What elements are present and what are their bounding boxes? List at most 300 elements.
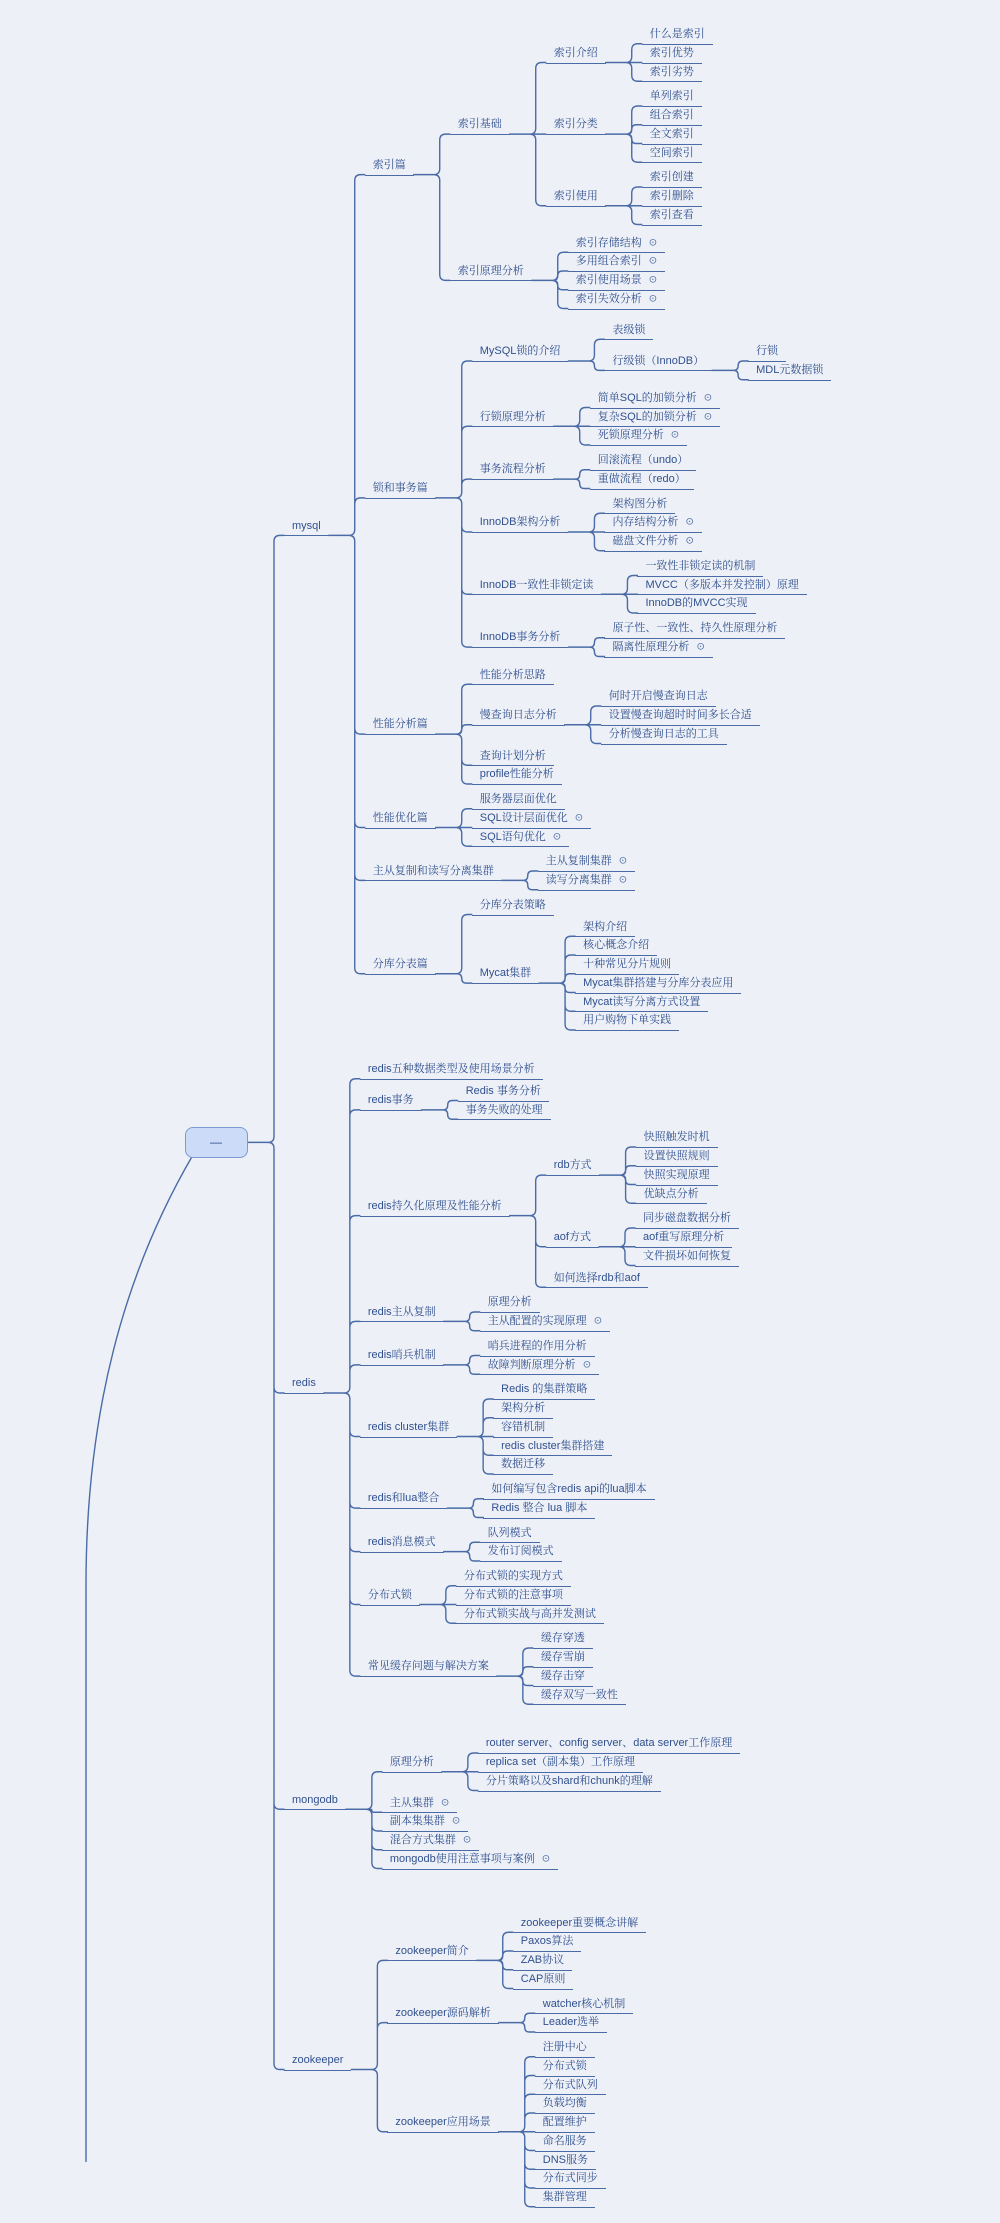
node-text: aof方式 <box>553 1231 591 1243</box>
node-text: 分布式锁的实现方式 <box>463 1570 563 1582</box>
circle-dot-icon: ⊙ <box>648 237 658 248</box>
node-text: redis cluster集群搭建 <box>501 1439 605 1452</box>
mindmap-node[interactable] <box>382 1833 479 1851</box>
mindmap-node[interactable] <box>493 1457 553 1475</box>
node-text: 快照实现原理 <box>643 1168 710 1181</box>
node-text: 发布订阅模式 <box>487 1545 554 1558</box>
circle-dot-icon: ⊙ <box>593 1315 603 1327</box>
branch-redis[interactable] <box>284 1376 324 1394</box>
node-text: 架构图分析 <box>612 497 668 510</box>
circle-dot-icon: ⊙ <box>574 812 584 824</box>
mindmap-node[interactable] <box>360 1093 422 1111</box>
circle-dot-icon: ⊙ <box>648 293 658 305</box>
mindmap-node[interactable] <box>472 410 554 428</box>
mindmap-node[interactable] <box>480 1339 595 1357</box>
mindmap-node[interactable] <box>533 1688 626 1706</box>
children-group <box>450 21 713 313</box>
node-text: 分布式锁实战与高并发测试 <box>463 1607 596 1620</box>
mindmap-node[interactable] <box>535 1997 634 2015</box>
mindmap-node[interactable] <box>575 957 679 975</box>
node-text: redis哨兵机制 <box>367 1349 436 1362</box>
node-text: redis事务 <box>367 1094 414 1107</box>
mindmap-node[interactable] <box>642 46 702 64</box>
mindmap-node[interactable] <box>535 2078 606 2096</box>
mindmap-node[interactable] <box>601 727 727 745</box>
mindmap-node[interactable] <box>365 864 502 882</box>
mindmap-node[interactable] <box>637 578 806 596</box>
children-group <box>456 1569 604 1624</box>
node-text: 索引存储结构 <box>575 236 642 249</box>
node-text: 用户购物下单实践 <box>583 1014 672 1027</box>
node-text: profile性能分析 <box>479 768 554 781</box>
node-text: 索引失效分析 <box>575 292 642 305</box>
node-text: 性能分析篇 <box>372 718 428 731</box>
mindmap-node[interactable] <box>458 1103 551 1121</box>
mindmap-node[interactable] <box>604 621 785 639</box>
node-text: 负载均衡 <box>542 2097 587 2110</box>
mindmap-node[interactable] <box>387 2115 498 2133</box>
mindmap-node[interactable] <box>535 2153 596 2171</box>
children-group <box>590 391 720 446</box>
circle-dot-icon: ⊙ <box>670 429 680 441</box>
node-text: 配置维护 <box>542 2116 587 2128</box>
mindmap-node[interactable] <box>568 273 665 291</box>
node-text: 分布式同步 <box>542 2172 598 2185</box>
children-group <box>535 2040 606 2208</box>
node-text: Mycat读写分离方式设置 <box>583 995 701 1008</box>
node-text: 分布式锁 <box>367 1588 412 1601</box>
node-text: 集群管理 <box>542 2191 587 2203</box>
node-text: 索引介绍 <box>553 46 598 59</box>
mindmap-node[interactable] <box>575 920 635 938</box>
mindmap-node[interactable] <box>604 640 712 658</box>
node-text: 分布式队列 <box>542 2078 598 2091</box>
node-text: 原理分析 <box>487 1296 532 1309</box>
node-text: 多用组合索引 <box>575 255 642 268</box>
mindmap-node[interactable] <box>637 596 755 614</box>
children-group <box>642 170 702 225</box>
mindmap-node[interactable] <box>472 898 554 916</box>
mindmap-node[interactable] <box>635 1249 739 1267</box>
branch-mysql[interactable] <box>284 519 329 537</box>
node-text: 索引使用 <box>553 190 598 202</box>
mindmap-node[interactable] <box>387 2006 498 2024</box>
mindmap-node[interactable] <box>360 1348 444 1366</box>
node-text: 主从复制集群 <box>545 855 612 868</box>
node-text: 索引使用场景 <box>575 274 642 286</box>
mindmap-node[interactable] <box>382 1796 457 1814</box>
children-group <box>472 668 760 786</box>
children-group <box>483 1482 654 1519</box>
mindmap-node[interactable] <box>513 1934 582 1952</box>
mindmap-node[interactable] <box>642 170 702 188</box>
node-text: 表级锁 <box>612 323 646 336</box>
node-text: 索引查看 <box>649 208 694 221</box>
node-text: MDL元数据锁 <box>756 364 824 376</box>
mindmap-node[interactable] <box>538 854 635 872</box>
node-text: 索引优势 <box>649 46 694 59</box>
node-text: 命名服务 <box>542 2134 587 2147</box>
children-group <box>382 1733 740 1869</box>
children-group <box>387 1913 646 2211</box>
mindmap-node[interactable] <box>478 1774 661 1792</box>
mindmap-node[interactable] <box>535 2059 595 2077</box>
node-text: replica set（副本集）工作原理 <box>485 1756 636 1768</box>
children-group <box>478 1736 740 1791</box>
children-group <box>590 453 696 490</box>
children-group <box>642 89 702 163</box>
mindmap-node[interactable] <box>642 108 702 126</box>
node-text: zookeeper简介 <box>395 1944 469 1957</box>
mindmap-node[interactable] <box>360 1420 457 1438</box>
mindmap-node[interactable] <box>535 2015 607 2033</box>
mindmap-node[interactable] <box>493 1382 595 1400</box>
node-text: CAP原则 <box>520 1972 566 1985</box>
node-text: 隔离性原理分析 <box>612 640 690 653</box>
mindmap-node[interactable] <box>601 689 716 707</box>
node-text: 重做流程（redo） <box>597 472 686 485</box>
mindmap-node[interactable] <box>472 830 569 848</box>
circle-dot-icon: ⊙ <box>685 516 694 528</box>
mindmap-node[interactable] <box>493 1420 553 1438</box>
node-text: 数据迁移 <box>501 1458 546 1471</box>
mindmap-node[interactable] <box>493 1401 553 1419</box>
mindmap-node[interactable] <box>546 189 606 207</box>
mindmap-node[interactable] <box>538 873 635 891</box>
node-text: 故障判断原理分析 <box>487 1358 576 1371</box>
children-group <box>546 1127 739 1288</box>
children-group <box>472 792 591 847</box>
mindmap-node[interactable] <box>604 323 653 341</box>
children-group <box>472 320 832 661</box>
mindmap-node[interactable] <box>513 1972 574 1990</box>
mindmap-node[interactable] <box>365 481 436 499</box>
mindmap-node[interactable] <box>546 1158 600 1176</box>
mindmap-node[interactable] <box>365 811 436 829</box>
node-text: 组合索引 <box>649 109 694 121</box>
children-group <box>533 1631 626 1705</box>
mindmap-node[interactable] <box>493 1439 612 1457</box>
mindmap-node[interactable] <box>568 236 665 254</box>
mindmap-node[interactable] <box>472 668 554 686</box>
circle-dot-icon: ⊙ <box>552 831 562 842</box>
mindmap-node[interactable] <box>590 410 720 428</box>
node-text: zookeeper重要概念讲解 <box>520 1916 639 1929</box>
mindmap-node[interactable] <box>535 2190 595 2208</box>
mindmap-node[interactable] <box>601 708 760 726</box>
mindmap-node[interactable] <box>635 1230 732 1248</box>
node-text: 空间索引 <box>649 146 694 159</box>
circle-dot-icon: ⊙ <box>541 1853 551 1865</box>
children-group <box>360 1062 739 1708</box>
mindmap-node[interactable] <box>535 2134 595 2152</box>
node-text: 同步磁盘数据分析 <box>642 1212 731 1225</box>
node-text: InnoDB架构分析 <box>479 516 561 529</box>
mindmap-node[interactable] <box>642 27 713 45</box>
children-group <box>480 1295 610 1332</box>
circle-dot-icon: ⊙ <box>648 255 658 267</box>
mindmap-node[interactable] <box>483 1501 595 1519</box>
mindmap-node[interactable] <box>575 995 708 1013</box>
mindmap-node[interactable] <box>458 1084 549 1102</box>
children-group <box>642 27 713 82</box>
mindmap-node[interactable] <box>533 1669 593 1687</box>
node-text: 缓存雪崩 <box>540 1651 585 1663</box>
circle-dot-icon: ⊙ <box>462 1834 472 1846</box>
circle-dot-icon: ⊙ <box>618 874 628 886</box>
node-text: 索引分类 <box>553 118 598 131</box>
node-text: InnoDB事务分析 <box>479 631 561 644</box>
mindmap-node[interactable] <box>472 966 539 984</box>
mindmap-node[interactable] <box>636 1130 718 1148</box>
node-text: 行级锁（InnoDB） <box>612 354 705 367</box>
children-group <box>535 1997 634 2034</box>
mindmap-node[interactable] <box>568 292 665 310</box>
node-text: redis消息模式 <box>367 1535 436 1548</box>
mindmap-node[interactable] <box>546 117 606 135</box>
mindmap-node[interactable] <box>604 354 712 372</box>
mindmap-node[interactable] <box>483 1482 654 1500</box>
mindmap-node[interactable] <box>382 1755 442 1773</box>
mindmap-node[interactable] <box>642 127 702 145</box>
mindmap-node[interactable] <box>642 189 702 207</box>
mindmap-node[interactable] <box>535 2171 606 2189</box>
mindmap-node[interactable] <box>604 497 675 515</box>
mindmap-node[interactable] <box>456 1588 571 1606</box>
node-text: redis五种数据类型及使用场景分析 <box>367 1063 535 1075</box>
mindmap-node[interactable] <box>472 749 554 767</box>
mindmap-node[interactable] <box>642 146 702 164</box>
node-text: 主从复制和读写分离集群 <box>372 864 494 877</box>
node-text: Paxos算法 <box>520 1935 574 1948</box>
mindmap-node[interactable] <box>472 792 565 810</box>
node-text: 副本集集群 <box>389 1815 445 1828</box>
mindmap-node[interactable] <box>535 2115 595 2133</box>
mindmap-node[interactable] <box>360 1659 497 1677</box>
mindmap-node[interactable] <box>472 708 565 726</box>
node-text: 混合方式集群 <box>389 1834 456 1846</box>
mindmap-node[interactable] <box>360 1588 420 1606</box>
node-text: 索引原理分析 <box>457 264 524 277</box>
root-node[interactable] <box>185 1127 248 1158</box>
node-text: — <box>210 1134 223 1149</box>
mindmap-node[interactable] <box>513 1916 646 1934</box>
children-group <box>636 1130 718 1204</box>
mindmap-node[interactable] <box>360 1062 543 1080</box>
node-text: DNS服务 <box>542 2153 588 2166</box>
mindmap-node[interactable] <box>472 767 562 785</box>
node-text: 全文索引 <box>649 127 694 140</box>
mindmap-node[interactable] <box>360 1305 444 1323</box>
node-text: 原子性、一致性、持久性原理分析 <box>612 622 778 634</box>
node-text: 回滚流程（undo） <box>597 454 689 466</box>
mindmap-node[interactable] <box>472 630 569 648</box>
mindmap-node[interactable] <box>642 89 702 107</box>
children-group <box>546 24 713 229</box>
node-text: 缓存击穿 <box>540 1669 585 1682</box>
node-text: 分布式锁 <box>542 2059 587 2072</box>
node-text: 缓存穿透 <box>540 1632 585 1645</box>
children-group <box>604 497 701 552</box>
node-text: redis <box>292 1377 316 1390</box>
node-text: 单列索引 <box>649 90 694 103</box>
children-group <box>458 1084 551 1121</box>
mindmap-node[interactable] <box>604 534 701 552</box>
mindmap-node[interactable] <box>478 1755 643 1773</box>
mindmap-node[interactable] <box>387 1944 476 1962</box>
node-text: 主从集群 <box>389 1796 434 1809</box>
mindmap-node[interactable] <box>642 208 702 226</box>
children-group <box>513 1916 646 1990</box>
node-text: 行锁 <box>756 345 779 358</box>
mindmap-node[interactable] <box>472 811 591 829</box>
children-group <box>601 689 760 744</box>
mindmap-node[interactable] <box>535 2040 595 2058</box>
mindmap-node[interactable] <box>480 1358 599 1376</box>
mindmap-node[interactable] <box>590 453 696 471</box>
node-text: 分库分表策略 <box>479 898 546 911</box>
node-text: 十种常见分片规则 <box>583 958 672 970</box>
node-text: aof重写原理分析 <box>642 1231 725 1243</box>
mindmap-node[interactable] <box>456 1569 571 1587</box>
circle-dot-icon: ⊙ <box>648 274 658 286</box>
branch-zookeeper[interactable] <box>284 2053 351 2071</box>
mindmap-node[interactable] <box>480 1544 562 1562</box>
node-text: 队列模式 <box>487 1526 532 1539</box>
mindmap-node[interactable] <box>636 1168 718 1186</box>
mindmap-node[interactable] <box>748 344 786 362</box>
node-text: 快照触发时机 <box>643 1131 710 1144</box>
node-text: Mycat集群搭建与分库分表应用 <box>583 976 734 989</box>
node-text: watcher核心机制 <box>542 1997 626 2010</box>
children-group <box>493 1382 612 1475</box>
node-text: 简单SQL的加锁分析 <box>597 391 697 404</box>
mindmap-node[interactable] <box>382 1852 558 1870</box>
children-group <box>480 1526 562 1563</box>
mindmap-node[interactable] <box>590 472 694 490</box>
mindmap-node[interactable] <box>450 264 532 282</box>
mindmap-node[interactable] <box>575 976 741 994</box>
mindmap-node[interactable] <box>575 938 657 956</box>
node-text: Leader选举 <box>542 2016 600 2029</box>
mindmap-node[interactable] <box>642 65 702 83</box>
mindmap-node[interactable] <box>636 1187 707 1205</box>
mindmap-node[interactable] <box>472 515 569 533</box>
node-text: mysql <box>292 519 321 532</box>
mindmap-node[interactable] <box>535 2096 595 2114</box>
mindmap-node[interactable] <box>472 578 602 596</box>
node-text: 行锁原理分析 <box>479 410 546 423</box>
mindmap-node[interactable] <box>590 428 687 446</box>
mindmap-node[interactable] <box>575 1013 679 1031</box>
children-group <box>635 1211 739 1266</box>
mindmap-node[interactable] <box>590 391 720 409</box>
node-text: MySQL锁的介绍 <box>479 345 561 358</box>
node-text: redis cluster集群 <box>367 1420 450 1433</box>
mindmap-node[interactable] <box>480 1295 540 1313</box>
mindmap-node[interactable] <box>456 1607 604 1625</box>
children-group <box>575 920 741 1032</box>
node-text: zookeeper应用场景 <box>395 2116 491 2128</box>
node-text: 主从配置的实现原理 <box>487 1315 587 1327</box>
mindmap-node[interactable] <box>636 1149 718 1167</box>
node-text: redis主从复制 <box>367 1305 436 1318</box>
mindmap-node[interactable] <box>533 1631 593 1649</box>
mindmap-node[interactable] <box>546 1230 599 1248</box>
node-text: 索引劣势 <box>649 65 694 78</box>
mindmap-node[interactable] <box>478 1736 740 1754</box>
node-text: redis持久化原理及性能分析 <box>367 1199 502 1212</box>
children-group <box>365 18 832 1037</box>
circle-dot-icon: ⊙ <box>696 641 705 653</box>
node-text: 慢查询日志分析 <box>479 709 557 721</box>
node-text: 分库分表篇 <box>372 958 428 970</box>
node-text: 性能分析思路 <box>479 668 546 681</box>
node-text: 设置慢查询超时时间多长合适 <box>608 709 752 721</box>
mindmap-node[interactable] <box>748 363 831 381</box>
mindmap-node[interactable] <box>546 1271 648 1289</box>
mindmap-node[interactable] <box>450 117 510 135</box>
node-text: 架构分析 <box>501 1402 546 1414</box>
node-text: Redis 事务分析 <box>465 1084 541 1097</box>
node-text: 架构介绍 <box>583 920 628 933</box>
mindmap-node[interactable] <box>568 254 665 272</box>
node-text: 磁盘文件分析 <box>612 535 679 547</box>
mindmap-node[interactable] <box>637 559 763 577</box>
node-text: 事务失败的处理 <box>465 1103 543 1116</box>
children-group <box>637 559 806 614</box>
branch-mongodb[interactable] <box>284 1793 346 1811</box>
mindmap-node[interactable] <box>480 1526 540 1544</box>
mindmap-node[interactable] <box>480 1314 610 1332</box>
node-text: 何时开启慢查询日志 <box>608 690 708 703</box>
mindmap-node[interactable] <box>635 1211 739 1229</box>
mindmap-node[interactable] <box>365 158 414 176</box>
mindmap-node[interactable] <box>604 515 701 533</box>
mindmap-node[interactable] <box>365 717 436 735</box>
children-group <box>568 236 665 310</box>
mindmap-node[interactable] <box>382 1814 468 1832</box>
mindmap-node[interactable] <box>533 1650 593 1668</box>
node-text: Redis 的集群策略 <box>501 1383 588 1396</box>
mindmap-node[interactable] <box>360 1199 510 1217</box>
node-text: 索引基础 <box>457 118 502 131</box>
children-group <box>480 1339 599 1376</box>
circle-dot-icon: ⊙ <box>685 535 694 547</box>
mindmap-node[interactable] <box>513 1953 572 1971</box>
mindmap-node[interactable] <box>360 1535 444 1553</box>
mindmap-node[interactable] <box>365 957 436 975</box>
mindmap-node[interactable] <box>472 344 569 362</box>
mindmap-node[interactable] <box>360 1491 448 1509</box>
node-text: SQL语句优化 <box>479 830 546 843</box>
node-text: redis和lua整合 <box>367 1492 440 1505</box>
node-text: 哨兵进程的作用分析 <box>487 1339 587 1352</box>
node-text: 容错机制 <box>501 1420 546 1433</box>
node-text: Mycat集群 <box>479 967 532 980</box>
node-text: 设置快照规则 <box>643 1150 710 1162</box>
children-group <box>604 621 785 658</box>
node-text: ZAB协议 <box>520 1954 565 1966</box>
mindmap-node[interactable] <box>546 46 606 64</box>
node-text: 查询计划分析 <box>479 749 546 762</box>
children-group <box>472 898 742 1034</box>
node-text: 索引删除 <box>649 190 694 202</box>
circle-dot-icon: ⊙ <box>703 411 713 422</box>
node-text: 优缺点分析 <box>643 1187 699 1200</box>
mindmap-node[interactable] <box>472 462 554 480</box>
node-text: 一致性非锁定读的机制 <box>645 559 756 572</box>
